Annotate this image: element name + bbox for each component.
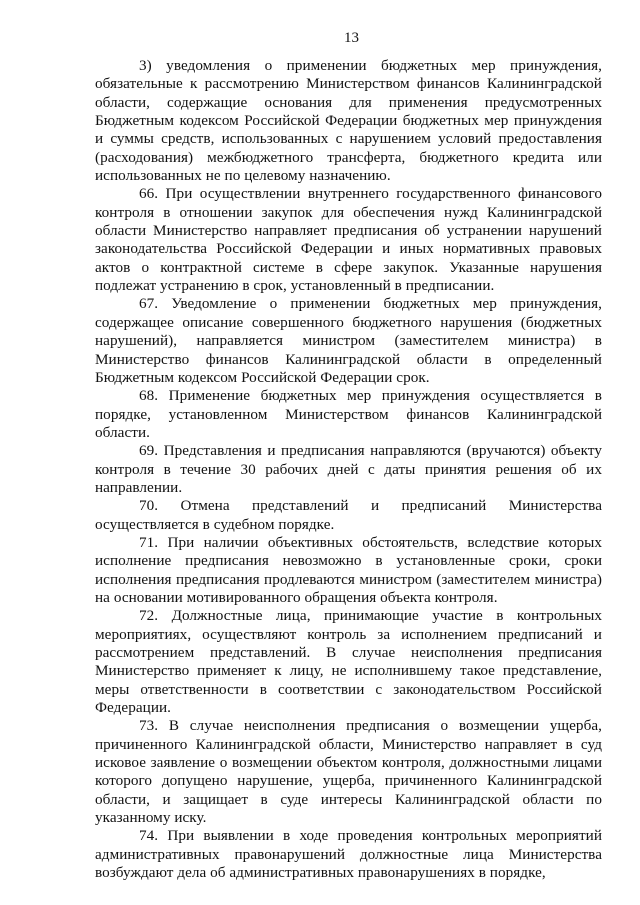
page-number: 13 xyxy=(344,30,359,46)
paragraph-3-notifications: 3) уведомления о применении бюджетных мер принуждения, обязательные к рассмотрению Министерством финансов Калининградской области, содержащие основания для применения предусмотренных Бюджетным кодексом Российской Федерации бюджетных мер принуждения и суммы средств, использованных с нарушением условий предоставления (расходования) межбюджетного трансферта, бюджетного кредита или использованных не по целевому назначению. xyxy=(95,57,602,185)
document-page xyxy=(95,28,602,882)
paragraph-72: 72. Должностные лица, принимающие участие в контрольных мероприятиях, осуществляют контроль за исполнением предписаний и рассмотрением представлений. В случае неисполнения предписания Министерство применяет к лицу, не исполнившему такое представление, меры ответственности в соответствии с законодательством Российской Федерации. xyxy=(95,607,602,717)
paragraph-68: 68. Применение бюджетных мер принуждения осуществляется в порядке, установленном Министерством финансов Калининградской области. xyxy=(95,387,602,441)
paragraph-74: 74. При выявлении в ходе проведения контрольных мероприятий административных правонарушений должностные лица Министерства возбуждают дела об административных правонарушениях в порядке, xyxy=(95,827,602,882)
paragraph-73: 73. В случае неисполнения предписания о возмещении ущерба, причиненного Калининградской области, Министерство направляет в суд исковое заявление о возмещении объектом контроля, должностными лицами которого допущено нарушение, ущерба, причиненного Калининградской области, и защищает в суде интересы Калининградской области по указанному иску. xyxy=(95,717,602,827)
paragraph-67: 67. Уведомление о применении бюджетных мер принуждения, содержащее описание совершенного бюджетного нарушения (бюджетных нарушений), направляется министром (заместителем министра) в Министерство финансов Калининградской области в определенный Бюджетным кодексом Российской Федерации срок. xyxy=(95,295,602,386)
paragraph-66: 66. При осуществлении внутреннего государственного финансового контроля в отношении закупок для обеспечения нужд Калининградской области Министерство направляет предписания об устранении нарушений законодательства Российской Федерации и иных нормативных правовых актов о контрактной системе в сфере закупок. Указанные нарушения подлежат устранению в срок, установленный в предписании. xyxy=(95,185,602,295)
paragraph-69: 69. Представления и предписания направляются (вручаются) объекту контроля в течение 30 рабочих дней с даты принятия решения об их направлении. xyxy=(95,442,602,496)
paragraph-70: 70. Отмена представлений и предписаний Министерства осуществляется в судебном порядке. xyxy=(95,497,602,533)
paragraph-71: 71. При наличии объективных обстоятельств, вследствие которых исполнение предписания невозможно в установленные сроки, сроки исполнения предписания продлеваются министром (заместителем министра) на основании мотивированного обращения объекта контроля. xyxy=(95,533,602,606)
